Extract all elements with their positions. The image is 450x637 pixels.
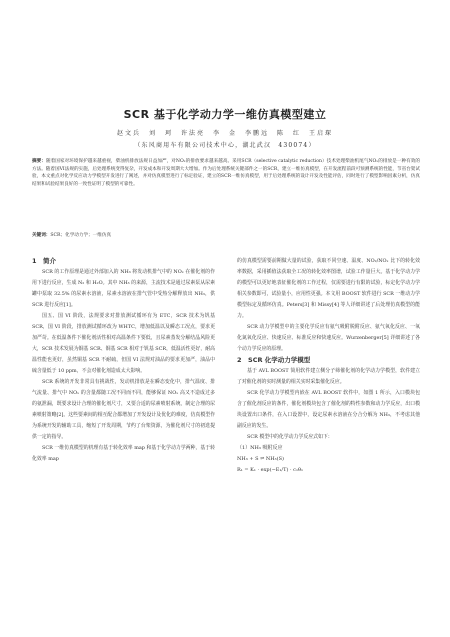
subheading-adsorption: （1）NH₃ 吸附反应 <box>237 445 283 451</box>
equation-reaction: NH₃ + S ⇌ NH₃(S) <box>237 456 284 462</box>
paragraph: SCR 系统的开发非常具有挑战性，发动机排放是在瞬态变化中，排气温度、排气流量、排气中 NOₓ 的含量都随工况不同而不同，能够保证 NOₓ 高又不造成过多的氨泄漏，既要求设计合理的催化剂尺寸，又要合适的尿素喷射系统，制定合理的尿素喷射策略[2]。这些要素间的相互配合都增加了开发设计及优化的难度，仿真模型作为系统开发的辅助工具，缩短了开发周期，节约了台架资源，为催化剂尺寸的初选提供一定的指导。 <box>32 379 215 440</box>
paper-title: SCR 基于化学动力学一维仿真模型建立 <box>123 108 327 121</box>
paper-authors: 赵文兵 刘 珂 许法亮 李 金 李鹏远 陈 红 王启琛 <box>116 130 333 137</box>
paragraph: SCR 化学动力学模型内嵌在 AVL BOOST 软件中，如图 1 所示，入口模块包含了催化剂反应的条件，催化剂模块包含了催化剂的特性参数和动力学反应，出口模块设置出口条件，在入口设置中，设定尿素水溶液在分合分解为 NH₃，不考虑其他副反应的发生。 <box>237 390 420 429</box>
keywords-text: SCR；化学动力学；一维仿真 <box>50 233 112 238</box>
abstract-label: 摘要： <box>32 159 46 164</box>
paragraph: SCR 的工作原理是通过外部加入的 NH₃ 将发动机排气中的 NOₓ 在催化剂的作用下进行反应，生成 N₂ 和 H₂O。其中 NH₃ 的来源，主流技术是通过尿素泵从尿素罐中泵取 32.5% 的尿素水溶液，尿素水溶液在排气管中受热分解释放出 NH₃，供 SCR 进行反应[1]。 <box>32 269 215 308</box>
keywords <box>32 232 420 238</box>
left-column <box>32 256 215 465</box>
paragraph: 的仿真模型需要前期做大量的试验，获取不同空速、温度、NO₂/NOₓ 比下的转化效率数据，采用插值法获取全工况的转化效率图谱，试验工作量巨大。基于化学动力学的模型可以更好地表征催化剂的工作过程，仅需要进行有限的试验，标定化学动力学相关参数即可，试验量小，应用性更强。本文用 BOOST 软件进行 SCR 一维动力学模型标定及循环仿真。Peters[3] 和 Missy[4] 等人详细讲述了后处理仿真模型的能力。 <box>237 258 420 319</box>
paragraph: 基于 AVL BOOST 简用软件建立侧分子筛催化剂的化学动力学模型，软件建立了对催化剂的实时测量的相关实时采集催化反应。 <box>237 368 420 385</box>
paragraph: 国五、国 VI 阶段，法规要求对排放测试循环有为 ETC，SCR 技术为钒基 SCR，国 VI 阶段，排放测试循环改为 WHTC，增加低温以及瞬态工况点，要求更加严苛。在低温条件下催化剂活性相对高温条件下要低，且尿素蒸发分解结晶风险更大，SCR 技术发展为铜基 SCR、铜基 SCR 相对于钒基 SCR，低温活性更好，耐高温性能也更好，虽然铜基 SCR 不耐硫，但国 VI 法规对油品的要求更加严，油品中硫含量低于 10 ppm，不会对催化剂造成太大影响。 <box>32 313 215 374</box>
paragraph: SCR 动力学模型中的主要化学反应有氨气吸附脱附反应、氨气氧化反应、一氧化氮氧化反应、快速反应、标准反应和快速反应。Wurzenberger[5] 详细讲述了各个动力学反应的原理。 <box>237 324 420 352</box>
keywords-label: 关键词： <box>32 233 51 238</box>
right-column <box>237 256 420 476</box>
abstract-text: 随着国家对环境保护越来越重视，柴油机排放法规日益加严，对NOₓ的排放要求越来越高。采用SCR（selective catalytic reduction）技术处理柴油机尾气NOₓ的排放是一种有效的方法。随着国VI法规的实施，后处理系统变得复杂，开发成本和开发周期大大增加。作为后处理系统关键部件之一的SCR，建立一维仿真模型，在开发流程前段可预测系统的性能，节省台架试验，本文重点对化学反应动力学模型开发进行了阐述，并对仿真模型进行了标定验证，建立的SCR一维仿真模型，用于后处理系统的设计开发及性能评估，同时进行了模型影响因素分析，仿真结果和试验结果良好的一致性证明了模型的可靠性。 <box>32 159 420 187</box>
abstract <box>32 158 420 188</box>
section-heading-intro: 1 简介 <box>32 257 57 265</box>
paragraph: SCR 模型中的化学动力学反应式如下： <box>247 434 333 440</box>
section-heading-model: 2 SCR 化学动力学模型 <box>237 356 311 364</box>
equation-rate: R₁ = K₁ · exp(−E₁/T) · c₁θ₁ <box>237 467 303 473</box>
paragraph: SCR 一维仿真模型的机理有基于转化效率 map 和基于化学动力学两种，基于转化效率 map <box>32 445 215 462</box>
paper-affiliation: （东风商用车有限公司技术中心，湖北武汉 430074） <box>134 142 316 149</box>
